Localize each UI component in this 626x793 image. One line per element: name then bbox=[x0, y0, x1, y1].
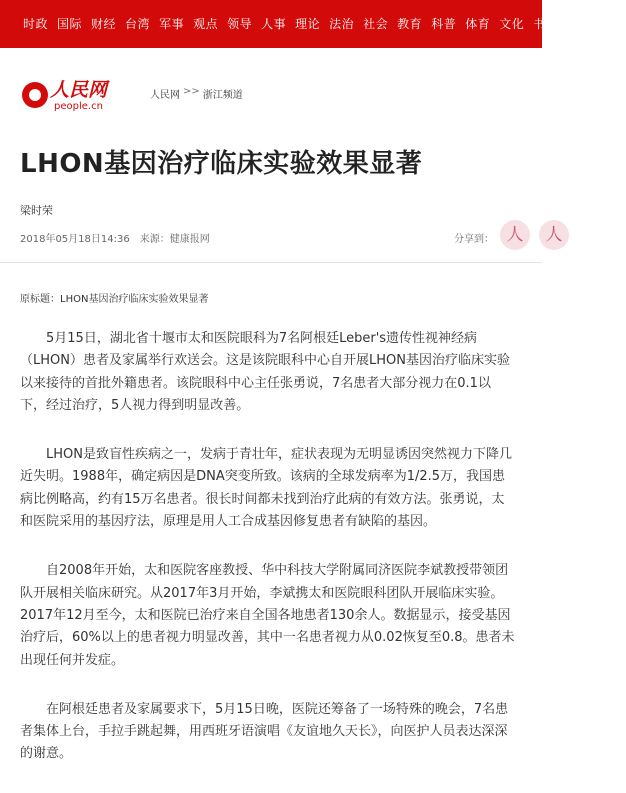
nav-item[interactable]: 财经 bbox=[91, 17, 117, 31]
nav-item[interactable]: 汽车 bbox=[601, 17, 626, 31]
nav-item[interactable]: 房产 bbox=[567, 17, 593, 31]
source-link[interactable]: 健康报网 bbox=[169, 234, 210, 245]
nav-item[interactable]: 台湾 bbox=[125, 17, 151, 31]
nav-item[interactable]: 人事 bbox=[261, 17, 287, 31]
breadcrumb-home-link[interactable]: 人民网 bbox=[150, 90, 180, 101]
nav-item[interactable]: 社会 bbox=[363, 17, 389, 31]
original-title-label: 原标题： bbox=[20, 294, 60, 305]
top-nav-bar bbox=[0, 0, 626, 48]
nav-item[interactable]: 文化 bbox=[499, 17, 525, 31]
publish-datetime: 2018年05月18日14:36 bbox=[20, 234, 130, 245]
renren-share-icon[interactable]: 人 bbox=[500, 220, 530, 250]
nav-item[interactable]: 书画 bbox=[533, 17, 559, 31]
people-share-icon[interactable]: 人 bbox=[539, 220, 569, 250]
original-title-text: LHON基因治疗临床实验效果显著 bbox=[60, 294, 209, 305]
nav-item[interactable]: 理论 bbox=[295, 17, 321, 31]
source-label: 来源： bbox=[139, 234, 170, 245]
nav-item[interactable]: 体育 bbox=[465, 17, 491, 31]
people-logo[interactable] bbox=[22, 79, 108, 113]
article-meta bbox=[20, 230, 210, 245]
article-paragraph: LHON是致盲性疾病之一，发病于青壮年，症状表现为无明显诱因突然视力下降几近失明。1988年，确定病因是DNA突变所致。该病的全球发病率为1/2.5万，我国患病比例略高，约有15万名患者。很长时间都未找到治疗此病的有效方法。张勇说，太和医院采用的基因疗法，原理是用人工合成基因修复患者有缺陷的基因。 bbox=[20, 447, 512, 530]
article-title: LHON基因治疗临床实验效果显著 bbox=[20, 149, 423, 179]
header-divider bbox=[0, 262, 542, 263]
top-nav-list bbox=[0, 0, 626, 48]
nav-item[interactable]: 观点 bbox=[193, 17, 219, 31]
nav-item[interactable]: 军事 bbox=[159, 17, 185, 31]
article-paragraph: 自2008年开始，太和医院客座教授、华中科技大学附属同济医院李斌教授带领团队开展相关临床研究。从2017年3月开始，李斌携太和医院眼科团队开展临床实验。2017年12月至今，太和医院已治疗来自全国各地患者130余人。数据显示，接受基因治疗后，60%以上的患者视力明显改善，其中一名患者视力从0.02恢复至0.8。患者未出现任何并发症。 bbox=[20, 563, 515, 668]
people-logo-icon bbox=[22, 82, 48, 108]
nav-item[interactable]: 教育 bbox=[397, 17, 423, 31]
logo-text-cn: 人民网 bbox=[50, 79, 108, 101]
article-author: 梁时荣 bbox=[20, 204, 53, 217]
article-body bbox=[20, 328, 515, 793]
original-title bbox=[20, 290, 208, 305]
logo-text-en: people.cn bbox=[54, 101, 103, 112]
breadcrumb bbox=[150, 86, 243, 101]
nav-item[interactable]: 领导 bbox=[227, 17, 253, 31]
nav-item[interactable]: 科普 bbox=[431, 17, 457, 31]
breadcrumb-channel-link[interactable]: 浙江频道 bbox=[202, 90, 243, 101]
nav-item[interactable]: 法治 bbox=[329, 17, 355, 31]
nav-item[interactable]: 时政 bbox=[23, 17, 49, 31]
share-label: 分享到： bbox=[454, 234, 494, 245]
article-paragraph: 5月15日，湖北省十堰市太和医院眼科为7名阿根廷Leber's遗传性视神经病（LHON）患者及家属举行欢送会。这是该院眼科中心自开展LHON基因治疗临床实验以来接待的首批外籍患者。该院眼科中心主任张勇说，7名患者大部分视力在0.1以下，经过治疗，5人视力得到明显改善。 bbox=[20, 331, 510, 413]
breadcrumb-separator: >> bbox=[183, 86, 200, 97]
nav-item[interactable]: 国际 bbox=[57, 17, 83, 31]
article-paragraph: 在阿根廷患者及家属要求下，5月15日晚，医院还筹备了一场特殊的晚会，7名患者集体上台，手拉手跳起舞，用西班牙语演唱《友谊地久天长》，向医护人员表达深深的谢意。 bbox=[20, 701, 509, 762]
